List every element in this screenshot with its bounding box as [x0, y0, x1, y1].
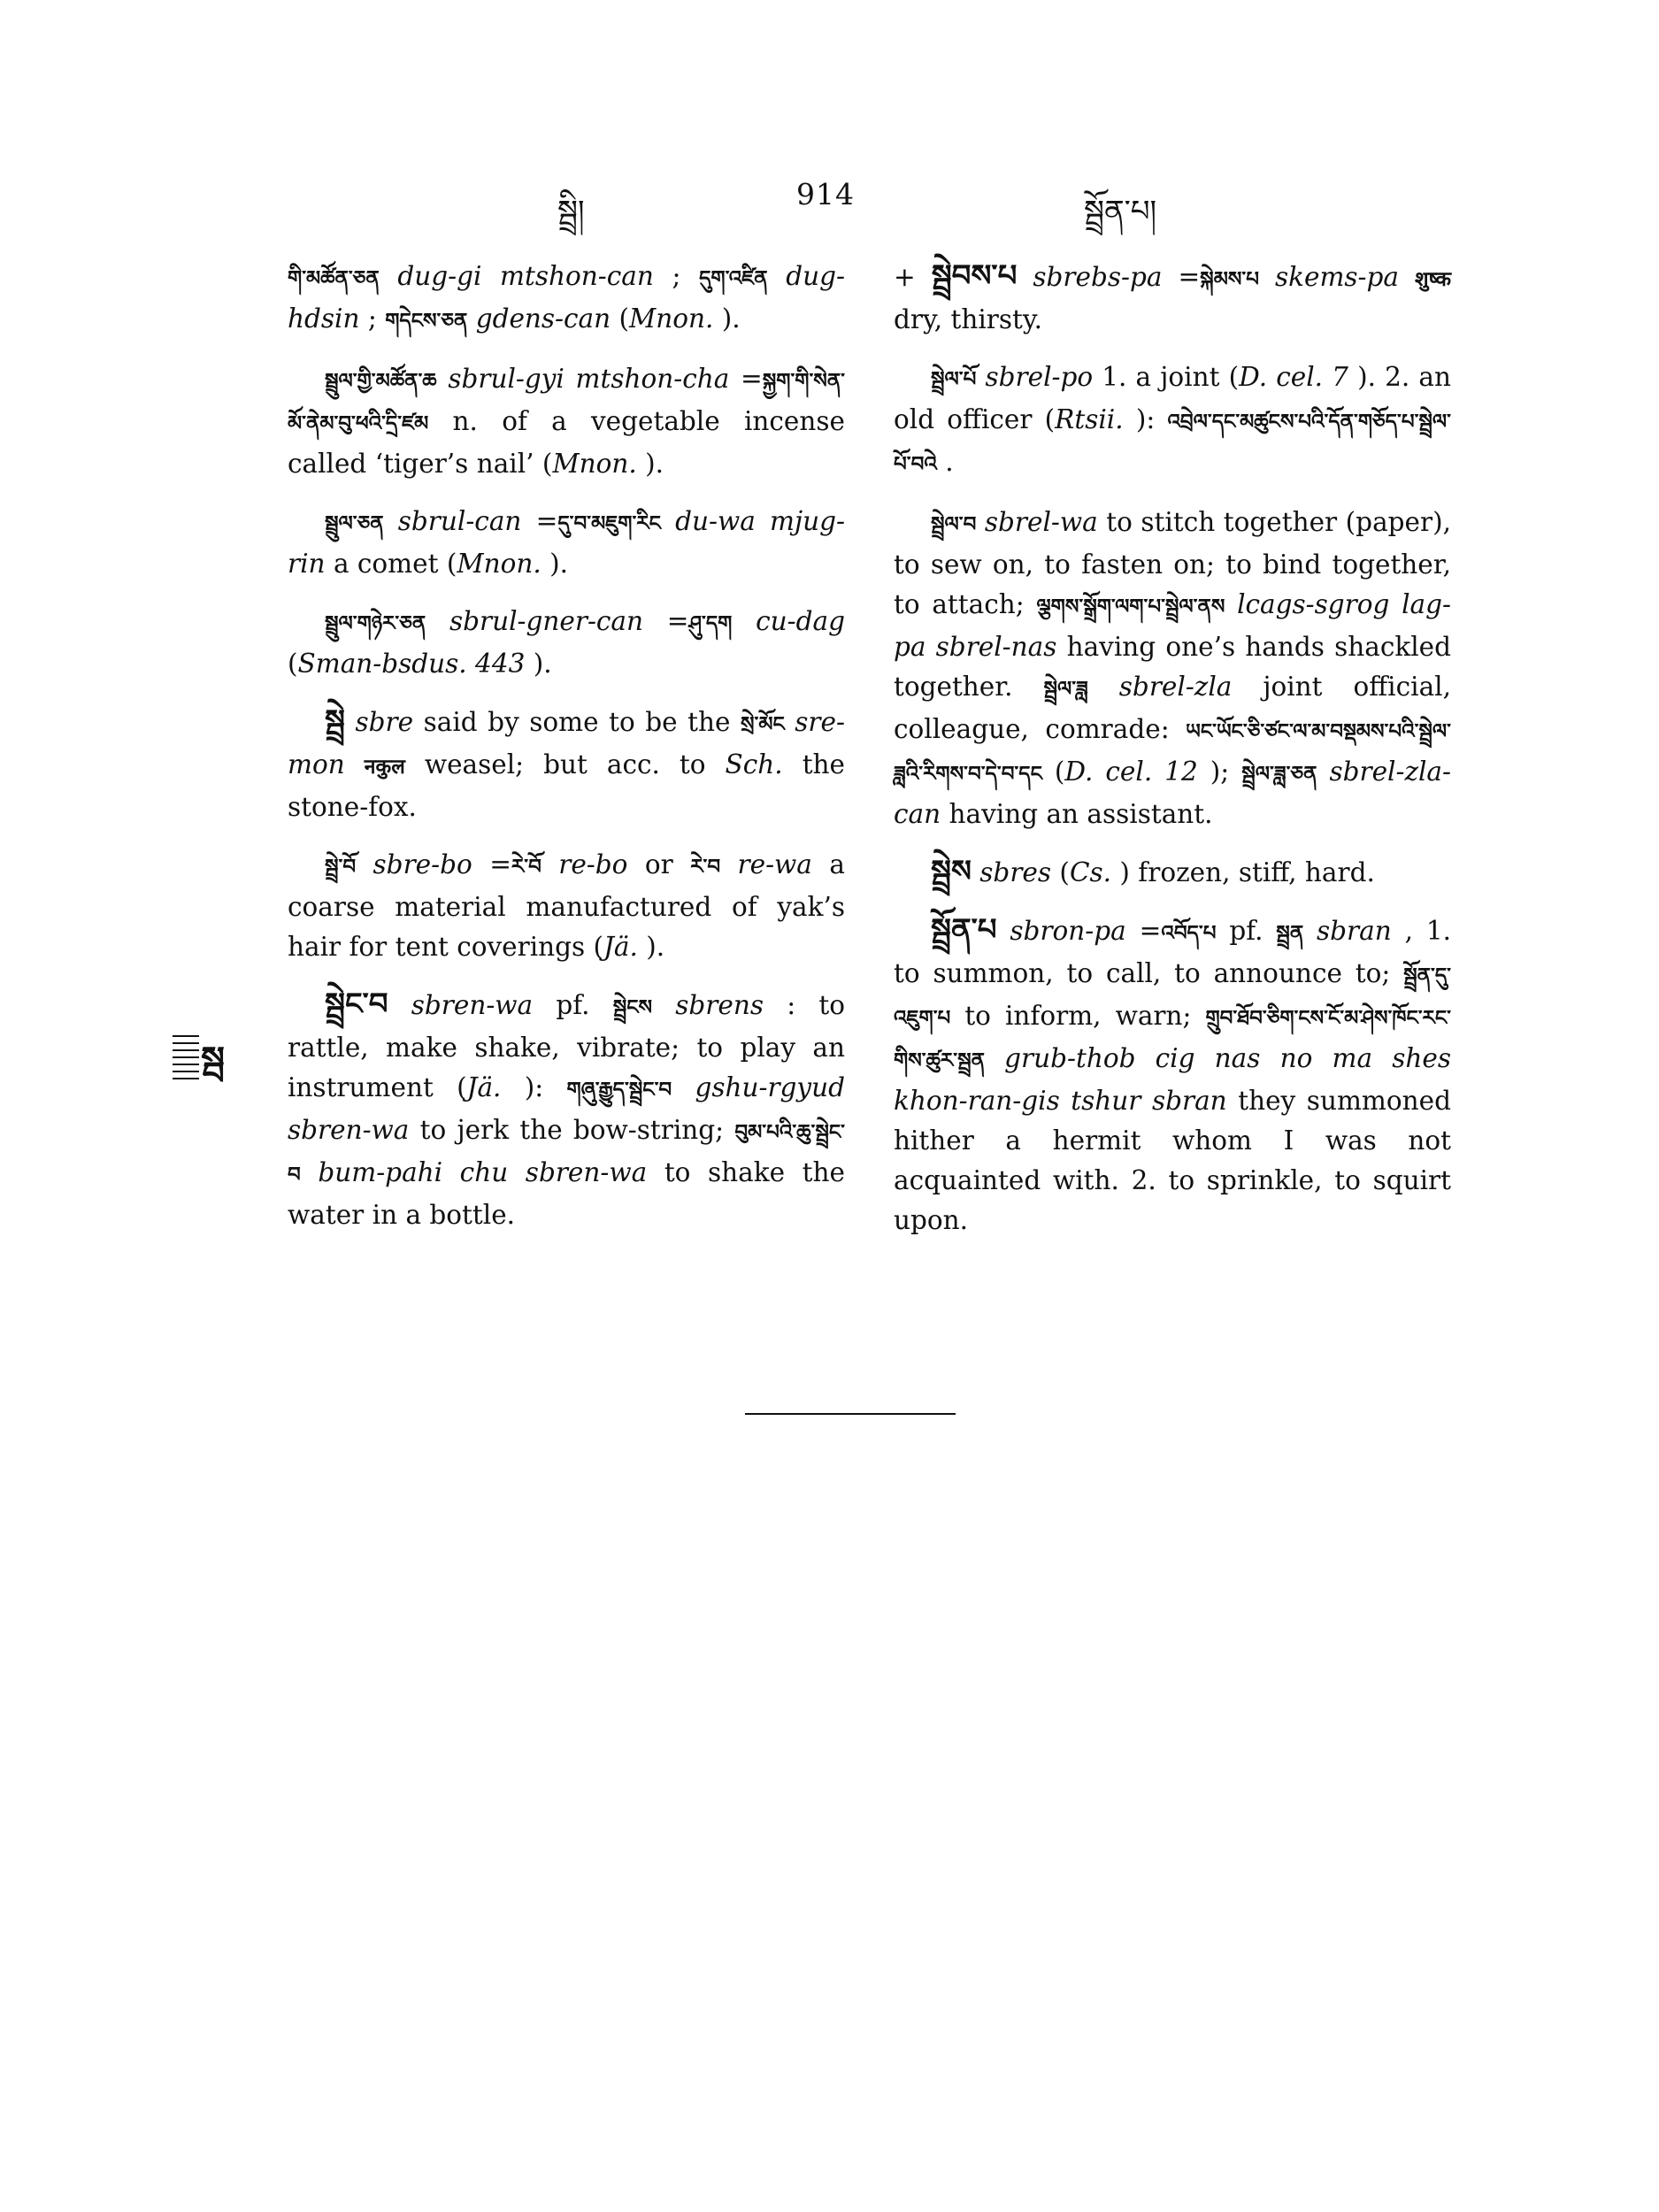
dictionary-entry [288, 602, 845, 684]
right-column [894, 257, 1451, 1258]
definition-text: 1. a joint ( [1102, 362, 1240, 392]
transliteration: re-bo [558, 849, 628, 879]
transliteration: sbrel-zla [1118, 672, 1233, 702]
transliteration: skems-pa [1274, 262, 1399, 292]
dictionary-entry [894, 257, 1451, 340]
transliteration: sbrel-zla-can [894, 757, 1451, 829]
transliteration: Jä. [603, 932, 638, 962]
tibetan-term: གྲུབ་ཐོབ་ཅིག་ངས་ངོ་མ་ཤེས་ཁོང་རང་གིས་ཚུར་སྦྲན [894, 1007, 1451, 1072]
definition-text: ( [1054, 757, 1065, 787]
definition-text: , 1. to summon, to call, to announce to; [894, 916, 1451, 988]
tibetan-term: སྦྲེངས [612, 996, 653, 1019]
definition-text: ) frozen, stiff, hard. [1119, 857, 1375, 887]
section-marker-letter: སྦ [201, 1040, 225, 1080]
transliteration: sbrens [675, 990, 764, 1020]
dictionary-entry [894, 357, 1451, 485]
transliteration: du-wa mjug-rin [288, 506, 845, 579]
definition-text: a coarse material manufactured of yak’s hair for tent coverings ( [288, 849, 845, 962]
dictionary-entry [288, 502, 845, 584]
definition-text: = [1178, 262, 1201, 292]
definition-text: to stitch together (paper), to sew on, to fasten on; to bind together, to attach; [894, 507, 1451, 619]
transliteration: D. cel. 7 [1239, 362, 1348, 392]
definition-text: having an assistant. [949, 799, 1213, 829]
tibetan-term: སྦྲོན་དུ་འཇུག་པ [894, 964, 1451, 1030]
tibetan-term: སྦྲུལ་ཅན [325, 512, 384, 535]
tibetan-term: སྐྱག་གི་སེན་མོ་ནེམ་བུ་ཕའི་དྲི་ཛམ [288, 370, 845, 435]
section-marker-icon [173, 1031, 245, 1084]
definition-text: ). [646, 932, 665, 962]
headword: སྦྲོན་པ [931, 912, 997, 948]
tibetan-term: གཞུ་རྒྱུད་སྦྲེང་བ [566, 1079, 672, 1102]
transliteration: Sman-bsdus. 443 [297, 649, 526, 679]
headword: སྦྲེང་བ [325, 987, 388, 1022]
transliteration: sbrel-po [985, 362, 1094, 392]
transliteration: sbrul-gner-can [449, 606, 644, 636]
definition-text: ). [549, 549, 568, 579]
transliteration: Cs. [1069, 857, 1112, 887]
definition-text: they summoned hither a hermit whom I was not acquainted with. 2. to sprinkle, to squirt upon. [894, 1086, 1451, 1235]
definition-text: ): [1135, 404, 1168, 434]
definition-text: joint official, colleague, comrade: [894, 672, 1451, 744]
transliteration: lcags-sgrog lag-pa sbrel-nas [894, 589, 1451, 662]
dictionary-entry [288, 359, 845, 484]
transliteration: sbres [979, 857, 1052, 887]
definition-text: to inform, warn; [964, 1001, 1206, 1031]
definition-text: the stone-fox. [288, 749, 845, 822]
tibetan-term: དུ་བ་མཇུག་རིང [557, 512, 661, 535]
transliteration: re-wa [737, 849, 812, 879]
tibetan-term: नकुल [364, 756, 405, 779]
definition-text: ). 2. an old officer ( [894, 362, 1451, 434]
definition-text: ). [645, 449, 664, 479]
dictionary-entry [894, 503, 1451, 834]
transliteration: sbre-bo [373, 849, 472, 879]
tibetan-term: འབྲེལ་དང་མཚུངས་པའི་དོན་གཅོད་པ་སྦྲེལ་པོ་བའེ [894, 411, 1451, 476]
dictionary-entry [288, 985, 845, 1235]
transliteration: Rtsii. [1055, 404, 1124, 434]
definition-text: : to rattle, make shake, vibrate; to play an instrument ( [288, 990, 845, 1102]
end-rule [745, 1413, 956, 1415]
tibetan-term: བུམ་པའི་ཆུ་སྦྲེང་བ [288, 1121, 845, 1187]
headword: སྦྲེ [325, 703, 345, 739]
tibetan-term: གི་མཚོན་ཅན [288, 267, 380, 290]
dictionary-entry [288, 702, 845, 827]
definition-text: ( [1059, 857, 1070, 887]
tibetan-term: རེ་བ [690, 856, 721, 879]
definition-text: n. of a vegetable incense called ‘tiger’s nail’ ( [288, 406, 845, 479]
dictionary-entry [288, 845, 845, 967]
left-column [288, 257, 845, 1253]
transliteration: Mnon. [629, 303, 714, 334]
transliteration: sbrel-wa [984, 507, 1098, 537]
tibetan-term: ལྕགས་སྒྲོག་ལག་པ་སྦྲེལ་ནས [1036, 595, 1225, 618]
definition-text: ; [672, 261, 700, 291]
transliteration: sbren-wa [411, 990, 534, 1020]
definition-text: + [894, 262, 932, 292]
definition-text: ): [524, 1072, 567, 1102]
tibetan-term: སྦྲེལ་པོ [931, 368, 977, 391]
definition-text: ; [367, 303, 386, 334]
definition-text: to shake the water in a bottle. [288, 1157, 845, 1230]
definition-text: or [644, 849, 691, 879]
transliteration: sbre [355, 707, 414, 737]
dictionary-entry [894, 852, 1451, 893]
definition-text: = [1139, 916, 1162, 946]
transliteration: sbron-pa [1010, 916, 1126, 946]
definition-text: ); [1210, 757, 1242, 787]
definition-text: weasel; but acc. to [424, 749, 726, 780]
transliteration: dug-hdsin [288, 261, 845, 334]
tibetan-term: སྲེ་མོང [740, 713, 785, 736]
dictionary-entry [288, 257, 845, 342]
definition-text: . [945, 447, 954, 477]
transliteration: sre-mon [288, 707, 845, 780]
transliteration: Mnon. [552, 449, 637, 479]
definition-text: pf. [1229, 916, 1277, 946]
tibetan-term: སྦྲུལ་གཉེར་ཅན [325, 612, 426, 635]
transliteration: grub-thob cig nas no ma shes khon-ran-gis tshur sbran [894, 1043, 1451, 1116]
header-right-headword: སྦྲོན་པ། [1084, 194, 1157, 229]
definition-text: ). [721, 303, 741, 334]
definition-text: ( [288, 649, 298, 679]
definition-text: = [741, 364, 763, 394]
tibetan-term: སྐེམས་པ [1200, 268, 1259, 291]
headword: སྦྲེས [931, 854, 972, 889]
dictionary-entry [894, 910, 1451, 1240]
transliteration: sbrul-can [397, 506, 522, 536]
tibetan-term: སྦྲེལ་བ [931, 513, 977, 536]
transliteration: Mnon. [457, 549, 541, 579]
transliteration: dug-gi mtshon-can [397, 261, 654, 291]
tibetan-term: སྦྲེ་བོ [325, 856, 357, 879]
headword: སྦྲེབས་པ [931, 258, 1018, 294]
tibetan-term: སྦྲུལ་གྱི་མཚོན་ཆ [325, 370, 437, 393]
transliteration: sbrul-gyi mtshon-cha [448, 364, 730, 394]
header-left-headword: སྦྲི། [557, 194, 585, 229]
definition-text: having one’s hands shackled together. [894, 632, 1451, 702]
tibetan-term: शुष्क [1415, 268, 1451, 291]
tibetan-term: གདེངས་ཅན [385, 310, 468, 333]
tibetan-term: སྦྲེལ་ཟླ [1043, 678, 1088, 701]
definition-text: dry, thirsty. [894, 304, 1042, 334]
transliteration: sbrebs-pa [1033, 262, 1163, 292]
definition-text: ( [618, 303, 630, 334]
tibetan-term: ཡང་ཡོང་ཅི་ཙང་ལ་མ་བསྡམས་པའི་སྦྲེལ་ཟླའི་རིགས་བ་དེ་བ་དང [894, 720, 1451, 786]
definition-text: = [489, 849, 511, 879]
definition-text: a comet ( [333, 549, 457, 579]
transliteration: Jä. [466, 1072, 502, 1102]
transliteration: gdens-can [475, 303, 611, 334]
transliteration: gshu-rgyud sbren-wa [288, 1072, 845, 1145]
definition-text: ). [533, 649, 552, 679]
definition-text: said by some to be the [423, 707, 741, 737]
page-number: 914 [796, 177, 855, 211]
definition-text: = [666, 606, 689, 636]
transliteration: Sch. [725, 749, 783, 780]
transliteration: sbran [1317, 916, 1392, 946]
transliteration: cu-dag [756, 606, 845, 636]
tibetan-term: རེ་བོ [511, 856, 541, 879]
tibetan-term: སྦྲན [1276, 922, 1304, 945]
definition-text: to jerk the bow-string; [419, 1115, 735, 1145]
tibetan-term: འབོད་པ [1161, 922, 1217, 945]
definition-text: pf. [556, 990, 613, 1020]
transliteration: D. cel. 12 [1064, 757, 1198, 787]
transliteration: bum-pahi chu sbren-wa [318, 1157, 648, 1187]
definition-text: = [535, 506, 558, 536]
tibetan-term: སྦྲེལ་ཟླ་ཅན [1241, 763, 1317, 786]
tibetan-term: ཤུ་དག [688, 612, 733, 635]
tibetan-term: དུག་འཛིན [699, 267, 768, 290]
